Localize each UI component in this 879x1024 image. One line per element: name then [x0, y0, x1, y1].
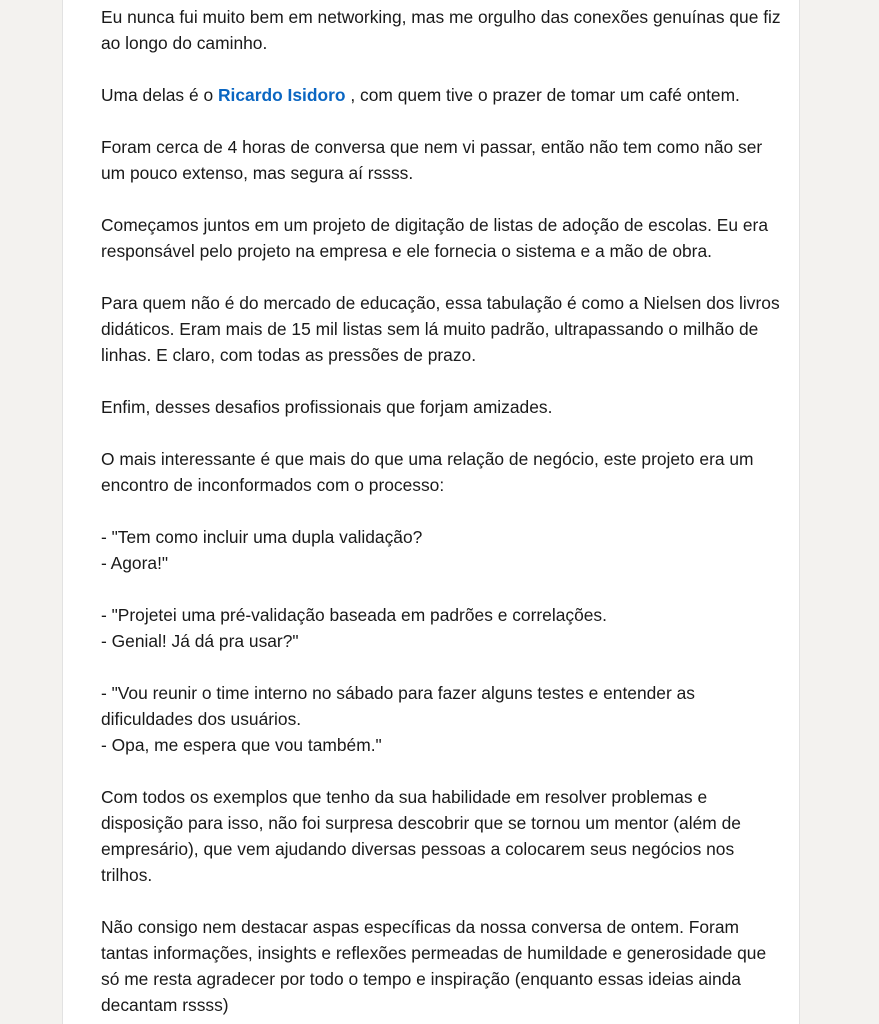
dialogue-2-line-1: - "Projetei uma pré-validação baseada em padrões e correlações. [101, 605, 607, 625]
paragraph-mentor: Com todos os exemplos que tenho da sua habilidade em resolver problemas e disposição para isso, não foi surpresa descobrir que se tornou um mentor (além de empresário), que vem ajudando diversas pessoas a colocarem seus negócios nos trilhos. [101, 787, 746, 885]
dialogue-1-line-2: - Agora!" [101, 553, 169, 573]
paragraph-conversation: Foram cerca de 4 horas de conversa que nem vi passar, então não tem como não ser um pouco extenso, mas segura aí rssss. [101, 137, 768, 183]
dialogue-1 [101, 524, 781, 576]
dialogue-2 [101, 602, 781, 654]
mention-prefix: Uma delas é o [101, 85, 218, 105]
dialogue-1-line-1: - "Tem como incluir uma dupla validação? [101, 527, 423, 547]
dialogue-3 [101, 680, 781, 758]
post-card [62, 0, 800, 1024]
paragraph-intro: Eu nunca fui muito bem em networking, mas me orgulho das conexões genuínas que fiz ao longo do caminho. [101, 7, 786, 53]
dialogue-2-line-2: - Genial! Já dá pra usar?" [101, 631, 299, 651]
paragraph-challenges: Enfim, desses desafios profissionais que forjam amizades. [101, 397, 553, 417]
paragraph-market: Para quem não é do mercado de educação, essa tabulação é como a Nielsen dos livros didáticos. Eram mais de 15 mil listas sem lá muito padrão, ultrapassando o milhão de linhas. E claro, com todas as pressões de prazo. [101, 293, 785, 365]
mention-suffix: , com quem tive o prazer de tomar um café ontem. [345, 85, 740, 105]
paragraph-nonconformists: O mais interessante é que mais do que uma relação de negócio, este projeto era um encontro de inconformados com o processo: [101, 449, 759, 495]
mention-link-ricardo-isidoro[interactable]: Ricardo Isidoro [217, 85, 346, 105]
paragraph-project: Começamos juntos em um projeto de digitação de listas de adoção de escolas. Eu era responsável pelo projeto na empresa e ele fornecia o sistema e a mão de obra. [101, 215, 773, 261]
paragraph-mention [101, 82, 781, 108]
dialogue-3-line-1: - "Vou reunir o time interno no sábado para fazer alguns testes e entender as dificuldades dos usuários. [101, 683, 700, 729]
post-body [101, 4, 786, 1024]
dialogue-3-line-2: - Opa, me espera que vou também." [101, 735, 382, 755]
paragraph-gratitude: Não consigo nem destacar aspas específicas da nossa conversa de ontem. Foram tantas informações, insights e reflexões permeadas de humildade e generosidade que só me resta agradecer por todo o tempo e inspiração (enquanto essas ideias ainda decantam rssss) [101, 917, 771, 1015]
